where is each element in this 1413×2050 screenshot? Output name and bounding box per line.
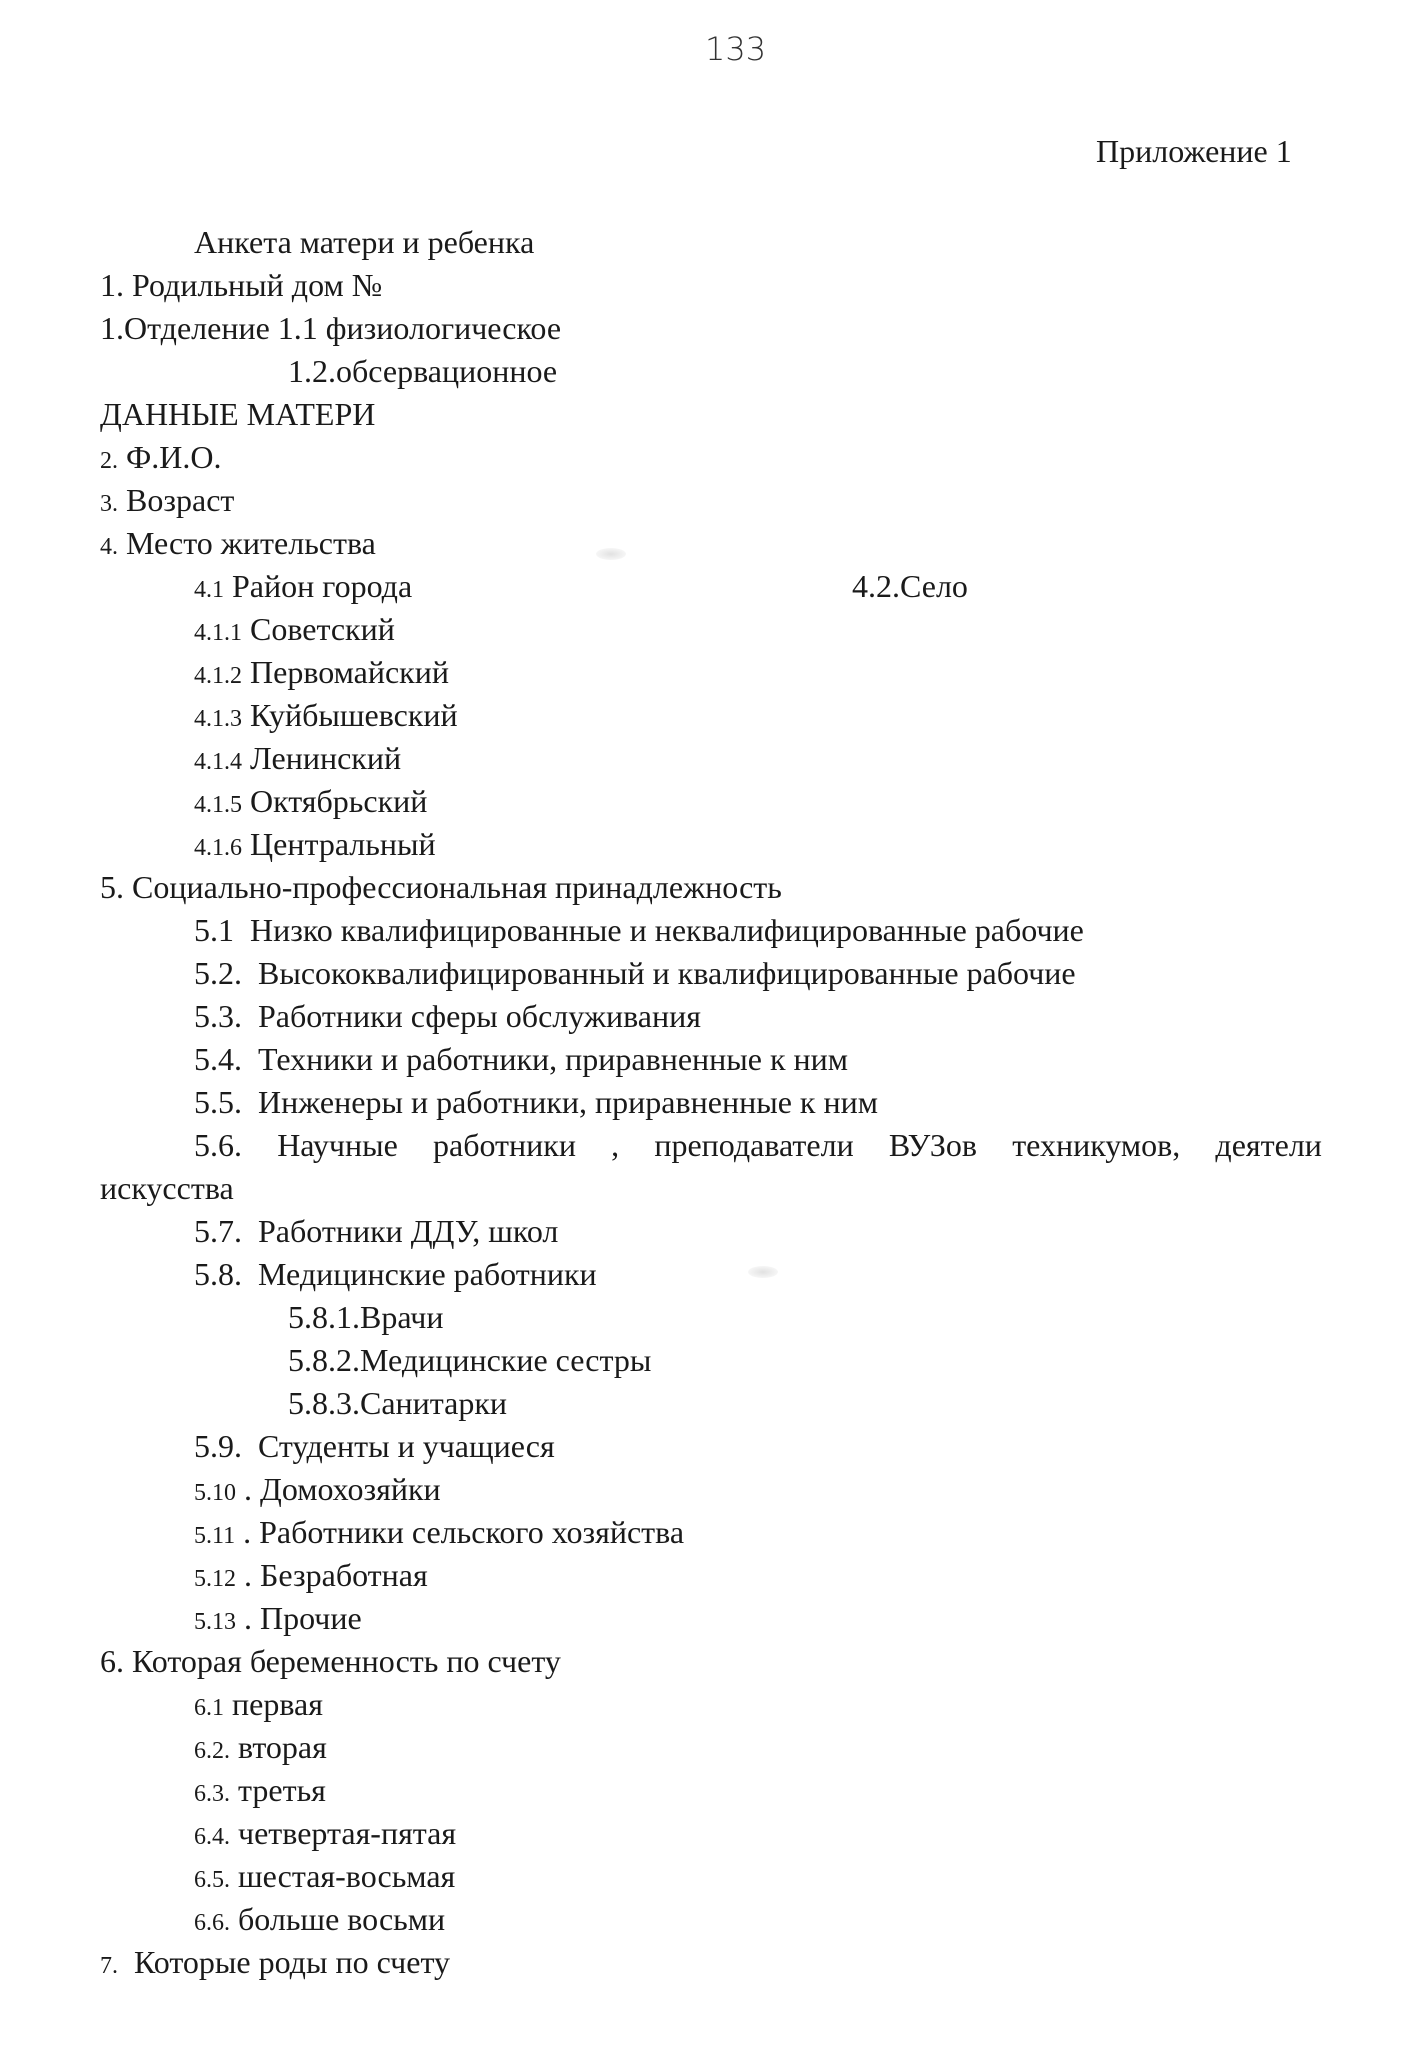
appendix-label: Приложение 1	[1096, 133, 1292, 169]
item-q511	[194, 1512, 684, 1556]
item-q512	[194, 1555, 428, 1599]
item-text: . Работники сельского хозяйства	[243, 1514, 685, 1550]
item-text: Первомайский	[250, 654, 449, 690]
item-number: 5.12	[194, 1566, 236, 1592]
item-text: . Безработная	[244, 1557, 428, 1593]
item-number: 4.1.3	[194, 706, 242, 732]
item-text: . Домохозяйки	[244, 1471, 441, 1507]
item-text: Место жительства	[126, 525, 376, 561]
item-text: Центральный	[250, 826, 436, 862]
item-q56	[194, 1125, 1322, 1165]
item-number: 4.1.1	[194, 620, 242, 646]
item-q513	[194, 1598, 362, 1642]
item-number: 6.1	[194, 1695, 224, 1721]
item-q56-word: работники	[432, 1127, 576, 1163]
item-text: Которые роды по счету	[134, 1944, 450, 1980]
item-number: 4.1	[194, 577, 224, 603]
item-q411	[194, 609, 395, 653]
item-text: третья	[238, 1772, 326, 1808]
item-number: 6.2.	[194, 1738, 230, 1764]
item-q53: 5.3. Работники сферы обслуживания	[194, 998, 701, 1034]
item-q56-word: ,	[611, 1127, 620, 1163]
item-number: 3.	[100, 491, 118, 517]
item-q64	[194, 1813, 456, 1857]
item-q582: 5.8.2.Медицинские сестры	[288, 1342, 652, 1378]
item-q56-word: Научные	[277, 1127, 398, 1163]
section-header-mother: ДАННЫЕ МАТЕРИ	[100, 396, 376, 432]
item-q58: 5.8. Медицинские работники	[194, 1256, 597, 1292]
item-number: 6.5.	[194, 1867, 230, 1893]
page-number: 133	[705, 30, 767, 68]
item-text: . Прочие	[244, 1600, 362, 1636]
item-q65	[194, 1856, 455, 1900]
item-text: Возраст	[126, 482, 235, 518]
item-q56-word: 5.6.	[194, 1127, 242, 1163]
item-number: 7.	[100, 1953, 118, 1979]
item-text: шестая-восьмая	[238, 1858, 456, 1894]
item-department-observation: 1.2.обсервационное	[288, 353, 558, 389]
item-q56-word: техникумов,	[1012, 1127, 1181, 1163]
item-text: четвертая-пятая	[238, 1815, 457, 1851]
item-q7	[100, 1942, 450, 1986]
item-q66	[194, 1899, 445, 1943]
item-q59: 5.9. Студенты и учащиеся	[194, 1428, 555, 1464]
item-q510	[194, 1469, 441, 1513]
item-q51: 5.1 Низко квалифицированные и неквалифицированные рабочие	[194, 912, 1084, 948]
item-q5: 5. Социально-профессиональная принадлежность	[100, 869, 782, 905]
item-q56-word: ВУЗов	[888, 1127, 977, 1163]
item-q57: 5.7. Работники ДДУ, школ	[194, 1213, 559, 1249]
item-q581: 5.8.1.Врачи	[288, 1299, 444, 1335]
item-q412	[194, 652, 449, 696]
item-q4	[100, 523, 376, 567]
item-text: больше восьми	[238, 1901, 446, 1937]
item-q56-word: преподаватели	[654, 1127, 854, 1163]
item-text: Ф.И.О.	[126, 439, 222, 475]
item-number: 6.3.	[194, 1781, 230, 1807]
document-title: Анкета матери и ребенка	[194, 224, 535, 260]
item-q61	[194, 1684, 323, 1728]
item-q2	[100, 437, 222, 481]
item-q63	[194, 1770, 326, 1814]
item-q414	[194, 738, 401, 782]
item-q413	[194, 695, 458, 739]
scan-smudge	[596, 548, 626, 560]
item-number: 2.	[100, 448, 118, 474]
item-q54: 5.4. Техники и работники, приравненные к ним	[194, 1041, 849, 1077]
item-text: Куйбышевский	[250, 697, 458, 733]
item-number: 6.6.	[194, 1910, 230, 1936]
item-q56-continuation: искусства	[100, 1170, 234, 1206]
item-maternity-home: 1. Родильный дом №	[100, 267, 383, 303]
item-q55: 5.5. Инженеры и работники, приравненные к ним	[194, 1084, 878, 1120]
item-text: Район города	[232, 568, 413, 604]
item-number: 5.11	[194, 1523, 236, 1549]
item-q56-word: деятели	[1215, 1127, 1322, 1163]
item-number: 4.1.2	[194, 663, 242, 689]
item-number: 4.1.4	[194, 749, 242, 775]
item-number: 5.10	[194, 1480, 236, 1506]
item-number: 6.4.	[194, 1824, 230, 1850]
item-number: 4.1.5	[194, 792, 242, 818]
item-q42: 4.2.Село	[852, 568, 968, 604]
item-department: 1.Отделение 1.1 физиологическое	[100, 310, 562, 346]
item-text: Советский	[250, 611, 395, 647]
item-text: первая	[232, 1686, 323, 1722]
item-q62	[194, 1727, 327, 1771]
item-q583: 5.8.3.Санитарки	[288, 1385, 508, 1421]
item-q52: 5.2. Высококвалифицированный и квалифицированные рабочие	[194, 955, 1076, 991]
item-number: 4.1.6	[194, 835, 242, 861]
item-text: Ленинский	[250, 740, 402, 776]
item-q416	[194, 824, 436, 868]
item-q3	[100, 480, 234, 524]
scan-smudge	[748, 1266, 778, 1278]
item-number: 4.	[100, 534, 118, 560]
item-number: 5.13	[194, 1609, 236, 1635]
item-q6: 6. Которая беременность по счету	[100, 1643, 561, 1679]
item-q41	[194, 566, 412, 610]
item-q415	[194, 781, 427, 825]
item-text: Октябрьский	[250, 783, 428, 819]
item-text: вторая	[238, 1729, 327, 1765]
